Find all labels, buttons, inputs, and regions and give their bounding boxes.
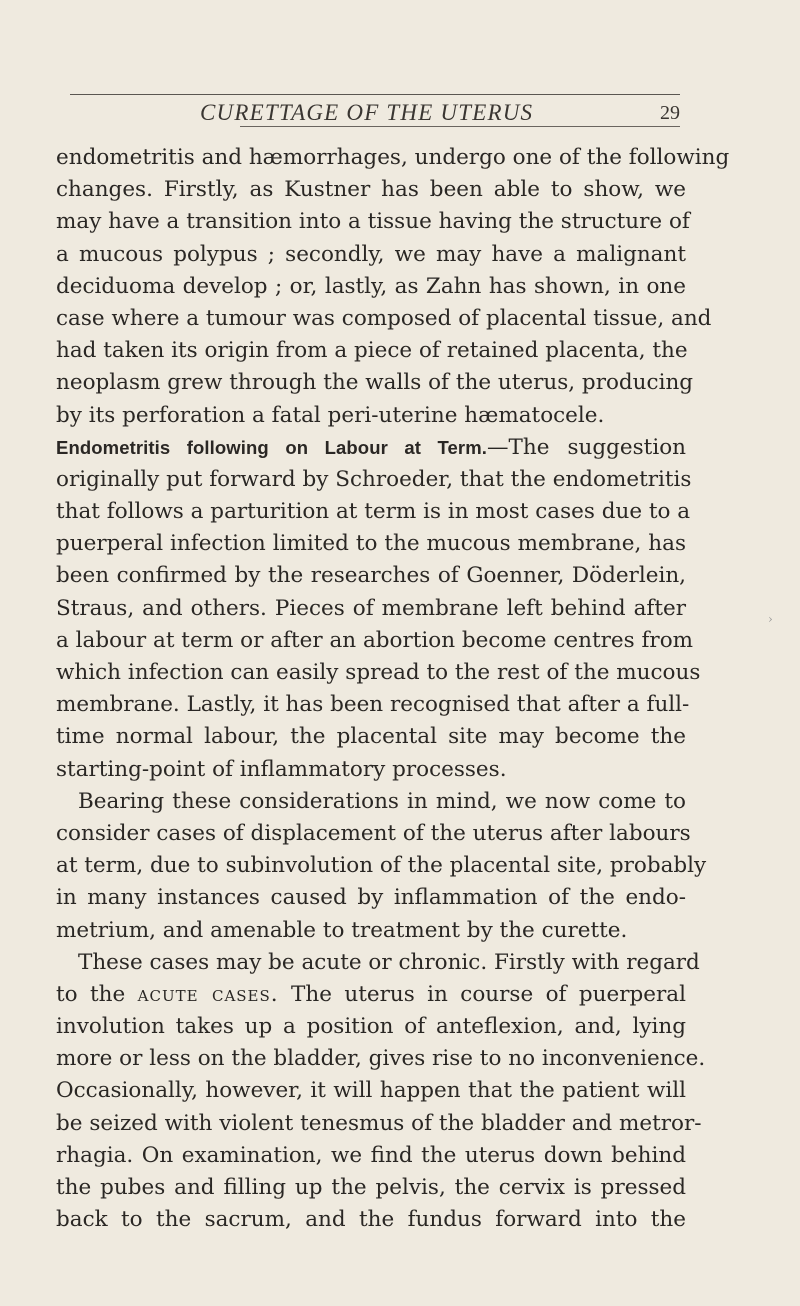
text-line: Straus, and others. Pieces of membrane left behind after	[56, 595, 686, 621]
header-rule	[70, 94, 680, 95]
text-line: involution takes up a position of anteflexion, and, lying	[56, 1014, 686, 1040]
text-line: These cases may be acute or chronic. Firstly with regard	[78, 949, 700, 975]
text-line: by its perforation a fatal peri-uterine hæmatocele.	[56, 402, 605, 428]
text-line: originally put forward by Schroeder, that the endometritis	[56, 466, 692, 492]
text-fragment: The uterus in course of puerperal	[291, 981, 686, 1007]
text-line: which infection can easily spread to the rest of the mucous	[56, 660, 701, 685]
text-line: back to the sacrum, and the fundus forward into the	[56, 1207, 686, 1233]
text-line: Occasionally, however, it will happen that the patient will	[56, 1078, 686, 1104]
text-line: time normal labour, the placental site may become the	[56, 724, 686, 750]
text-line: in many instances caused by inflammation of the endo-	[56, 885, 686, 911]
text-line: starting-point of inflammatory processes.	[56, 756, 507, 782]
text-line: deciduoma develop ; or, lastly, as Zahn has shown, in one	[56, 273, 686, 299]
text-line: a mucous polypus ; secondly, we may have a malignant	[56, 241, 686, 267]
section-heading: Endometritis following on Labour at Term.	[56, 436, 488, 458]
text-line: consider cases of displacement of the uterus after labours	[56, 820, 691, 846]
page-number: 29	[660, 102, 680, 124]
running-title: CURETTAGE OF THE UTERUS	[200, 100, 534, 125]
text-line: neoplasm grew through the walls of the uterus, producing	[56, 370, 694, 396]
running-head	[70, 96, 680, 128]
text-line: rhagia. On examination, we find the uterus down behind	[56, 1142, 686, 1168]
text-line: a labour at term or after an abortion become centres from	[56, 627, 694, 653]
text-line-smallcaps	[56, 979, 686, 1011]
acute-cases-smallcaps: acute cases.	[137, 981, 279, 1007]
margin-mark: ›	[768, 612, 773, 626]
text-line: be seized with violent tenesmus of the bladder and metror-	[56, 1110, 702, 1136]
section-heading-line	[56, 432, 686, 464]
text-line: puerperal infection limited to the mucous membrane, has	[56, 531, 686, 557]
text-line: that follows a parturition at term is in most cases due to a	[56, 499, 691, 525]
text-line: endometritis and hæmorrhages, undergo one of the following	[56, 145, 730, 170]
section-heading-tail: —The suggestion	[487, 434, 686, 460]
text-line: metrium, and amenable to treatment by the curette.	[56, 917, 628, 943]
text-line: may have a transition into a tissue having the structure of	[56, 209, 690, 235]
text-line: membrane. Lastly, it has been recognised that after a full-	[56, 692, 690, 718]
text-line: at term, due to subinvolution of the placental site, probably	[56, 853, 707, 879]
text-line: been confirmed by the researches of Goenner, Döderlein,	[56, 563, 686, 589]
text-line: more or less on the bladder, gives rise to no inconvenience.	[56, 1046, 706, 1072]
text-fragment: to the	[56, 981, 126, 1007]
text-line: the pubes and filling up the pelvis, the cervix is pressed	[56, 1175, 686, 1200]
text-line: changes. Firstly, as Kustner has been able to show, we	[56, 177, 686, 203]
text-line: had taken its origin from a piece of retained placenta, the	[56, 338, 688, 364]
header-underline	[240, 126, 680, 127]
text-line: case where a tumour was composed of placental tissue, and	[56, 305, 712, 331]
body-text	[56, 142, 730, 1236]
text-line: Bearing these considerations in mind, we now come to	[78, 788, 686, 814]
